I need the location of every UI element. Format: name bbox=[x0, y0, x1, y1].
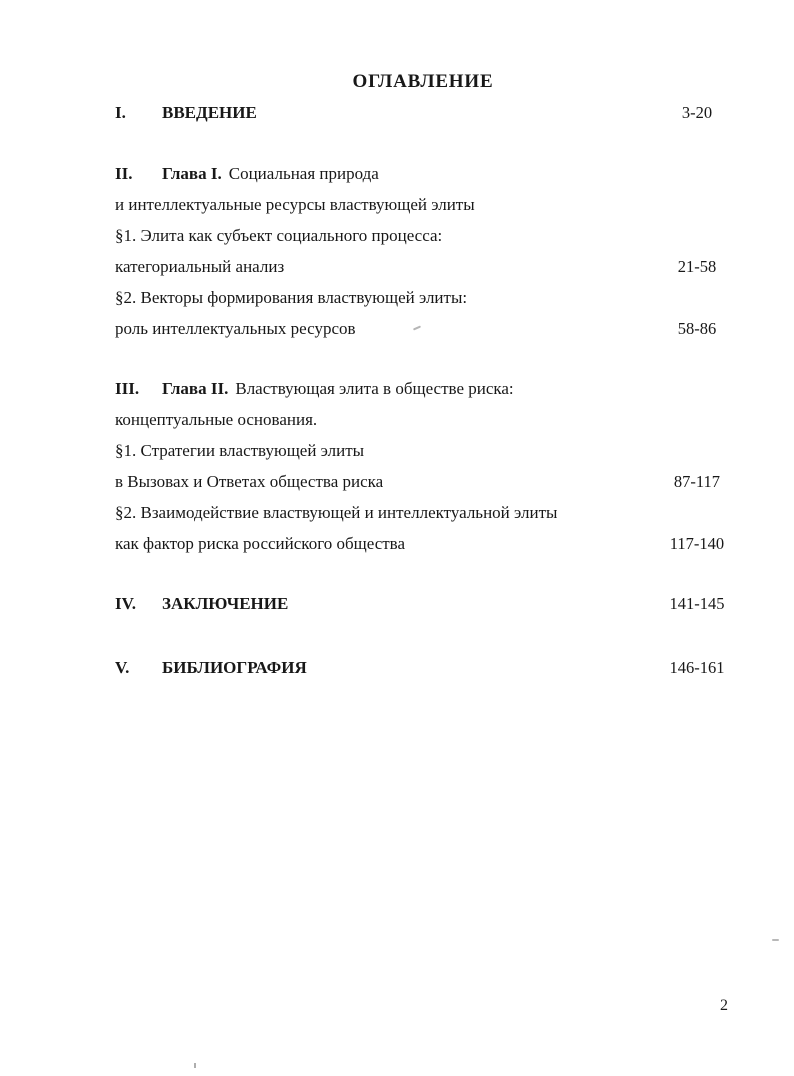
entry-label: категориальный анализ bbox=[115, 257, 285, 276]
toc-entry-introduction bbox=[115, 97, 731, 128]
toc-entry-bibliography bbox=[115, 652, 731, 683]
scan-artifact-speck bbox=[194, 1063, 196, 1068]
entry-numeral: V. bbox=[115, 658, 130, 677]
entry-numeral: II. bbox=[115, 164, 133, 183]
toc-entry-chapter-1-continuation bbox=[115, 189, 731, 220]
entry-pages: 146-161 bbox=[669, 658, 725, 677]
entry-pages: 58-86 bbox=[677, 319, 717, 338]
toc-entry-section-1-1 bbox=[115, 220, 731, 251]
toc-entry-chapter-2 bbox=[115, 373, 731, 404]
entry-pages: 141-145 bbox=[669, 594, 725, 613]
entry-label: БИБЛИОГРАФИЯ bbox=[162, 658, 307, 677]
toc-entry-section-1-1-continuation bbox=[115, 251, 731, 282]
toc-entry-conclusion bbox=[115, 588, 731, 619]
toc-entry-section-2-1 bbox=[115, 435, 731, 466]
toc-content bbox=[115, 0, 731, 683]
entry-label: ЗАКЛЮЧЕНИЕ bbox=[162, 594, 289, 613]
entry-label: в Вызовах и Ответах общества риска bbox=[115, 472, 384, 491]
toc-entry-section-2-1-continuation bbox=[115, 466, 731, 497]
toc-entry-section-2-2-continuation bbox=[115, 528, 731, 559]
page-title: ОГЛАВЛЕНИЕ bbox=[352, 71, 494, 92]
entry-numeral: IV. bbox=[115, 594, 136, 613]
page-number: 2 bbox=[720, 997, 728, 1014]
entry-pages: 3-20 bbox=[681, 103, 713, 122]
scan-artifact-dash bbox=[772, 939, 779, 941]
entry-label: роль интеллектуальных ресурсов bbox=[115, 319, 356, 338]
entry-label: Глава II. Властвующая элита в обществе риска: bbox=[162, 379, 514, 398]
toc-entry-section-1-2-continuation bbox=[115, 313, 731, 344]
entry-pages: 87-117 bbox=[673, 472, 721, 491]
entry-pages: 117-140 bbox=[669, 534, 725, 553]
entry-label: концептуальные основания. bbox=[115, 410, 318, 429]
entry-label: Глава I. Социальная природа bbox=[162, 164, 379, 183]
entry-pages: 21-58 bbox=[677, 257, 717, 276]
entry-label: и интеллектуальные ресурсы властвующей элиты bbox=[115, 195, 475, 214]
toc-entry-chapter-2-continuation bbox=[115, 404, 731, 435]
entry-numeral: I. bbox=[115, 103, 126, 122]
entry-label: §2. Векторы формирования властвующей элиты: bbox=[115, 288, 468, 307]
entry-label: §1. Элита как субъект социального процесса: bbox=[115, 226, 443, 245]
toc-entry-chapter-1 bbox=[115, 158, 731, 189]
entry-numeral: III. bbox=[115, 379, 140, 398]
entry-label: §2. Взаимодействие властвующей и интеллектуальной элиты bbox=[115, 503, 558, 522]
entry-label: §1. Стратегии властвующей элиты bbox=[115, 441, 365, 460]
toc-entry-section-2-2 bbox=[115, 497, 731, 528]
entry-label: ВВЕДЕНИЕ bbox=[162, 103, 257, 122]
entry-label: как фактор риска российского общества bbox=[115, 534, 406, 553]
toc-entry-section-1-2 bbox=[115, 282, 731, 313]
